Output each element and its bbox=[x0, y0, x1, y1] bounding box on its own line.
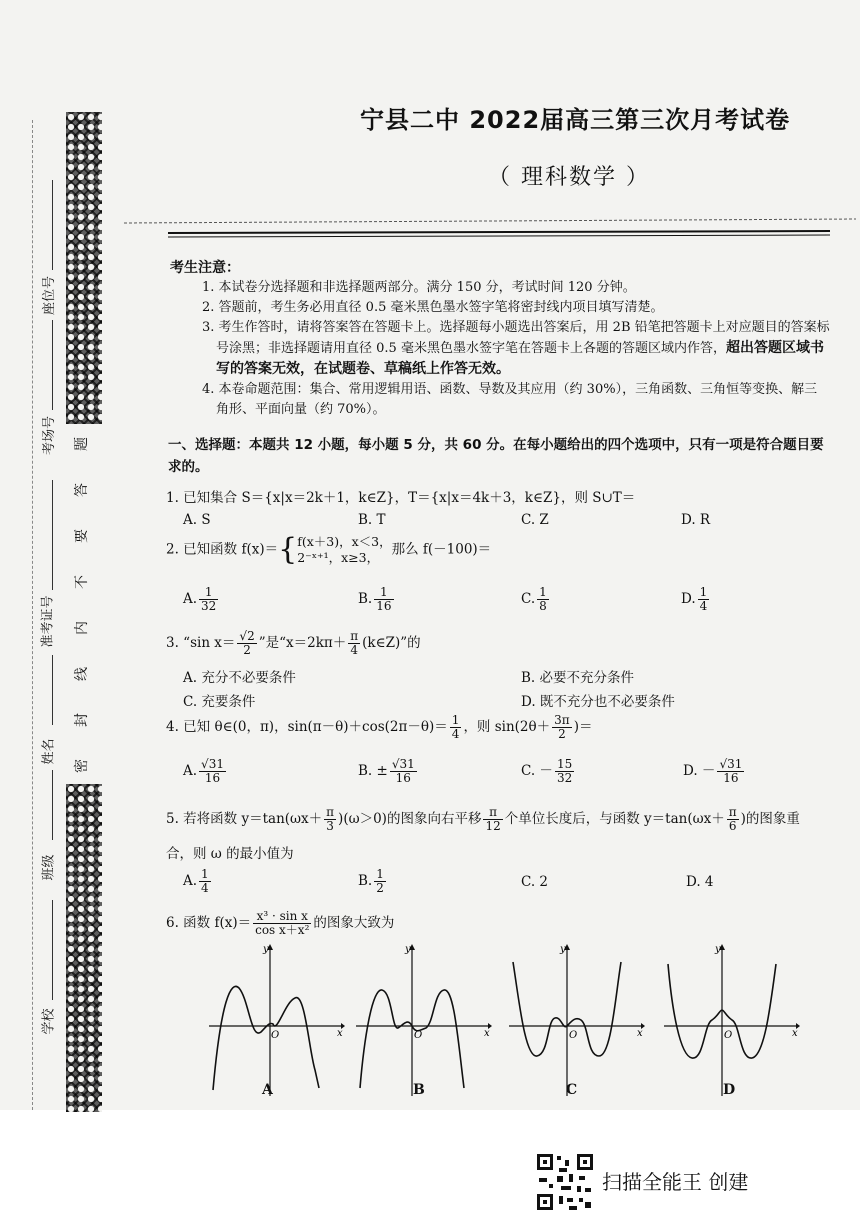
numerator: π bbox=[326, 805, 335, 819]
origin-label: O bbox=[271, 1030, 280, 1041]
fraction bbox=[552, 714, 572, 741]
seat-number-field[interactable] bbox=[52, 180, 53, 270]
q1-option-a[interactable]: A. S bbox=[183, 512, 211, 528]
numerator: √31 bbox=[719, 757, 743, 771]
numerator: π bbox=[483, 806, 502, 820]
seal-char: 封 bbox=[74, 713, 90, 727]
denominator: 16 bbox=[204, 771, 221, 785]
axis-x-label: x bbox=[337, 1028, 343, 1039]
option-letter: A. bbox=[183, 873, 198, 889]
fraction bbox=[199, 758, 226, 785]
option-letter: A. bbox=[183, 591, 198, 607]
fraction bbox=[324, 806, 336, 833]
seal-line-area bbox=[66, 424, 102, 784]
exam-title: 宁县二中 2022届高三第三次月考试卷 bbox=[360, 106, 791, 134]
fraction bbox=[199, 586, 218, 613]
denominator: 16 bbox=[723, 771, 739, 785]
numerator: 1 bbox=[451, 713, 460, 727]
numerator: √2 bbox=[239, 629, 255, 643]
fraction bbox=[374, 586, 393, 613]
numerator: 1 bbox=[539, 585, 547, 599]
piecewise-cases bbox=[297, 534, 391, 566]
denominator: 2 bbox=[376, 881, 384, 895]
section-heading: 一、选择题：本题共 12 小题，每小题 5 分，共 60 分。在每小题给出的四个选项中，只有一项是符合题目要求的。 bbox=[168, 437, 824, 475]
q3-option-c[interactable]: C. 充要条件 bbox=[183, 694, 256, 710]
fraction bbox=[483, 806, 502, 833]
candidate-notice bbox=[170, 258, 830, 420]
option-letter: B. bbox=[358, 873, 373, 889]
exam-room-label: 考场号 bbox=[42, 415, 58, 456]
brace: { bbox=[278, 532, 298, 567]
fraction bbox=[537, 586, 549, 613]
fraction bbox=[237, 630, 256, 657]
qr-code-icon bbox=[535, 1152, 595, 1212]
q5-stem-text: 5. 若将函数 y＝tan(ωx＋ bbox=[166, 811, 323, 827]
numerator: 15 bbox=[556, 757, 573, 771]
denominator: 4 bbox=[699, 599, 708, 613]
name-field[interactable] bbox=[52, 655, 53, 725]
case-2: 2⁻ˣ⁺¹，x≥3， bbox=[297, 550, 380, 565]
denominator: 4 bbox=[350, 643, 359, 657]
cut-line bbox=[32, 120, 33, 1110]
numerator: π bbox=[728, 805, 737, 819]
q2-option-d[interactable] bbox=[681, 586, 711, 613]
option-letter: B. bbox=[358, 591, 373, 607]
denominator: 4 bbox=[201, 881, 209, 895]
axis-y-label: y bbox=[560, 944, 566, 955]
exam-subtitle: （ 理科数学 ） bbox=[488, 165, 650, 190]
q6-graph-label-a: A bbox=[262, 1082, 273, 1098]
question-5-stem bbox=[166, 806, 800, 833]
denominator: 16 bbox=[395, 771, 411, 785]
q2-stem-text: 2. 已知函数 f(x)＝ bbox=[166, 541, 279, 558]
axis-y-label: y bbox=[263, 944, 269, 955]
denominator: 16 bbox=[376, 599, 392, 613]
notice-item: 4. 本卷命题范围：集合、常用逻辑用语、函数、导数及其应用（约 30%），三角函数、三角恒等变换、解三角形、平面向量（约 70%）。 bbox=[202, 382, 818, 417]
q3-stem-text: 3. “sin x＝ bbox=[166, 635, 236, 651]
q6-graph-a[interactable] bbox=[205, 940, 345, 1100]
q3-stem-text: ”是“x＝2kπ＋ bbox=[258, 635, 347, 651]
q6-graph-label-b: B bbox=[413, 1082, 425, 1098]
axis-x-label: x bbox=[792, 1028, 798, 1039]
header-rule bbox=[120, 205, 860, 245]
q5-option-a[interactable] bbox=[183, 868, 213, 895]
origin-label: O bbox=[724, 1030, 733, 1041]
fraction bbox=[555, 758, 574, 785]
school-label: 学校 bbox=[41, 1008, 57, 1035]
notice-item bbox=[184, 318, 830, 380]
option-letter: A. bbox=[183, 763, 198, 779]
origin-label: O bbox=[569, 1030, 578, 1041]
question-2-stem bbox=[166, 534, 491, 566]
q5-stem-text: )的图象重 bbox=[740, 811, 800, 827]
q6-graph-d[interactable] bbox=[660, 940, 800, 1100]
seal-char: 密 bbox=[74, 759, 90, 773]
q6-stem-text: 6. 函数 f(x)＝ bbox=[166, 915, 252, 931]
q2-stem-text: 那么 f(－100)＝ bbox=[391, 541, 492, 558]
numerator: 3π bbox=[554, 713, 570, 727]
seal-char: 题 bbox=[74, 437, 90, 451]
q4-stem-text: ，则 sin(2θ＋ bbox=[463, 719, 551, 735]
option-letter: B. ± bbox=[358, 763, 388, 779]
question-6-stem bbox=[166, 910, 394, 937]
fraction bbox=[390, 758, 417, 785]
class-field[interactable] bbox=[52, 770, 53, 840]
exam-room-field[interactable] bbox=[52, 320, 53, 410]
denominator: 4 bbox=[451, 727, 460, 741]
seal-char: 不 bbox=[74, 575, 90, 589]
q1-option-d[interactable]: D. R bbox=[681, 512, 711, 528]
axis-x-label: x bbox=[484, 1028, 490, 1039]
option-letter: C. － bbox=[521, 763, 553, 779]
option-letter: C. bbox=[521, 591, 536, 607]
decorative-pattern-top bbox=[66, 112, 102, 424]
q5-option-c[interactable]: C. 2 bbox=[521, 874, 549, 890]
q5-option-b[interactable] bbox=[358, 868, 388, 895]
q3-option-a[interactable]: A. 充分不必要条件 bbox=[183, 670, 296, 686]
denominator: 32 bbox=[556, 771, 573, 785]
numerator: √31 bbox=[201, 757, 224, 771]
name-label: 姓名 bbox=[41, 738, 57, 765]
fraction bbox=[253, 910, 311, 937]
question-4-stem bbox=[166, 714, 592, 741]
numerator: 1 bbox=[374, 586, 393, 600]
notice-item: 2. 答题前，考生务必用直径 0.5 毫米黑色墨水签字笔将密封线内项目填写清楚。 bbox=[202, 300, 664, 315]
q3-stem-text: (k∈Z)”的 bbox=[362, 635, 421, 651]
q5-stem-text: )(ω＞0)的图象向右平移 bbox=[338, 811, 482, 827]
notice-item-text: 3. 考生作答时，请将答案答在答题卡上。选择题每小题选出答案后，用 2B 铅笔把答题卡上对应题目的答案标号涂黑；非选择题请用直径 0.5 毫米黑色墨水签字笔在答题卡上各题的答题区域内作答， bbox=[202, 320, 830, 356]
q1-option-c[interactable]: C. Z bbox=[521, 512, 549, 528]
notice-item: 1. 本试卷分选择题和非选择题两部分。满分 150 分，考试时间 120 分钟。 bbox=[202, 280, 636, 295]
seal-char: 线 bbox=[74, 667, 90, 681]
decorative-pattern-bottom bbox=[66, 784, 102, 1112]
question-5-stem-line2: 合，则 ω 的最小值为 bbox=[166, 846, 294, 862]
denominator: 12 bbox=[485, 819, 501, 833]
denominator: 2 bbox=[558, 727, 566, 741]
numerator: π bbox=[350, 629, 359, 643]
q5-option-d[interactable]: D. 4 bbox=[686, 874, 714, 890]
question-3-stem bbox=[166, 630, 421, 657]
fraction bbox=[717, 758, 744, 785]
fraction bbox=[450, 714, 462, 741]
seal-char: 要 bbox=[74, 529, 90, 543]
q3-option-d[interactable]: D. 既不充分也不必要条件 bbox=[521, 694, 675, 710]
denominator: 8 bbox=[539, 599, 547, 613]
q2-option-a[interactable] bbox=[183, 586, 220, 613]
q4-option-c[interactable] bbox=[521, 758, 576, 785]
denominator: cos x＋x² bbox=[255, 923, 310, 937]
q6-graph-label-c: C bbox=[566, 1082, 578, 1098]
denominator: 32 bbox=[201, 599, 217, 613]
question-1-stem: 1. 已知集合 S＝{x|x＝2k＋1，k∈Z}，T＝{x|x＝4k＋3，k∈Z}，则 S∪T＝ bbox=[166, 490, 636, 506]
exam-id-field[interactable] bbox=[52, 480, 53, 590]
seat-number-label: 座位号 bbox=[42, 275, 58, 316]
origin-label: O bbox=[414, 1030, 423, 1041]
axis-y-label: y bbox=[715, 944, 721, 955]
numerator: 1 bbox=[376, 867, 384, 881]
option-letter: D. － bbox=[683, 763, 716, 779]
school-field[interactable] bbox=[52, 900, 53, 1000]
q2-option-b[interactable] bbox=[358, 586, 396, 613]
q4-stem-text: 4. 已知 θ∈(0，π)，sin(π－θ)＋cos(2π－θ)＝ bbox=[166, 719, 448, 735]
scanner-watermark-text: 扫描全能王 创建 bbox=[602, 1170, 749, 1194]
fraction bbox=[727, 806, 739, 833]
q4-option-a[interactable] bbox=[183, 758, 228, 785]
option-letter: D. bbox=[681, 591, 696, 607]
denominator: 6 bbox=[728, 819, 737, 833]
q4-option-b[interactable] bbox=[358, 758, 419, 785]
numerator: 1 bbox=[201, 867, 209, 881]
binding-strip bbox=[66, 112, 102, 1112]
numerator: √31 bbox=[391, 757, 415, 771]
q3-option-b[interactable]: B. 必要不充分条件 bbox=[521, 670, 635, 686]
exam-id-label: 准考证号 bbox=[40, 595, 56, 648]
q6-graph-c[interactable] bbox=[505, 940, 645, 1100]
seal-char: 内 bbox=[74, 621, 90, 635]
axis-y-label: y bbox=[405, 944, 411, 955]
fraction bbox=[698, 586, 710, 613]
numerator: x³ · sin x bbox=[253, 910, 311, 924]
q6-graph-label-d: D bbox=[723, 1082, 736, 1098]
axis-x-label: x bbox=[637, 1028, 643, 1039]
numerator: 1 bbox=[199, 586, 218, 600]
q2-option-c[interactable] bbox=[521, 586, 551, 613]
q5-stem-text: 个单位长度后，与函数 y＝tan(ωx＋ bbox=[504, 811, 725, 827]
fraction bbox=[348, 630, 360, 657]
q6-stem-text: 的图象大致为 bbox=[313, 915, 395, 931]
case-1: f(x＋3)，x＜3， bbox=[297, 534, 392, 549]
q4-option-d[interactable] bbox=[683, 758, 746, 785]
notice-bold-warning: 超出答题区域书写的答案无效，在试题卷、草稿纸上作答无效。 bbox=[216, 340, 824, 377]
class-label: 班级 bbox=[41, 854, 57, 881]
seal-char: 答 bbox=[74, 483, 90, 497]
q6-graph-b[interactable] bbox=[352, 940, 492, 1100]
notice-heading: 考生注意： bbox=[170, 260, 240, 276]
numerator: 1 bbox=[699, 585, 708, 599]
q4-stem-text: )＝ bbox=[573, 719, 593, 735]
q1-option-b[interactable]: B. T bbox=[358, 512, 386, 528]
denominator: 3 bbox=[326, 819, 334, 833]
fraction bbox=[199, 868, 211, 895]
denominator: 2 bbox=[243, 643, 251, 657]
fraction bbox=[374, 868, 386, 895]
